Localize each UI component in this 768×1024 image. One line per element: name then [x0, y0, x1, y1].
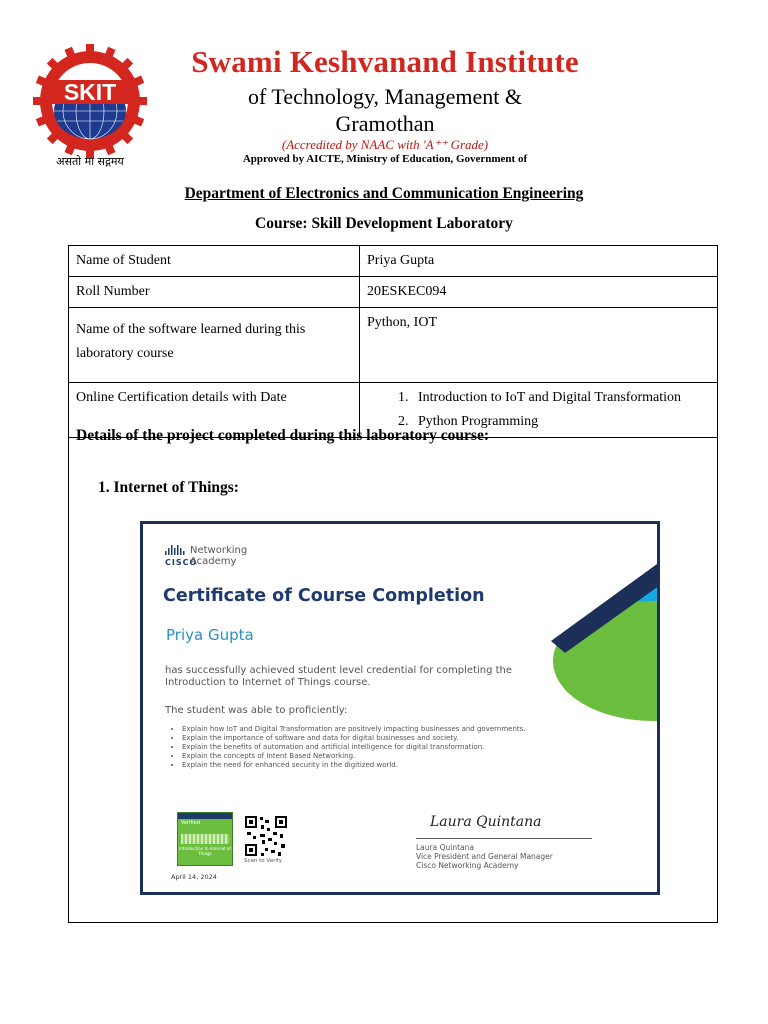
list-item: • Explain how IoT and Digital Transformation are positively impacting businesses and governments. — [182, 725, 602, 734]
org-line2: Academy — [190, 556, 237, 567]
table-row — [69, 277, 718, 308]
org-line1: Networking — [190, 545, 248, 556]
badge-verified: Verified — [181, 820, 200, 826]
institute-subtitle-line1: of Technology, Management & — [247, 84, 522, 109]
institute-name: Swami Keshvanand Institute — [191, 44, 579, 79]
course-title: Course: Skill Development Laboratory — [255, 215, 513, 232]
cisco-bars-icon — [165, 545, 187, 557]
list-item: • Explain the need for enhanced security in the digitized world. — [182, 761, 602, 770]
list-item: 2. Python Programming — [412, 410, 710, 434]
row-value: 20ESKEC094 — [360, 277, 718, 308]
signer-name: Laura Quintana — [416, 843, 474, 852]
accreditation-note: (Accredited by NAAC with 'A⁺⁺ Grade) — [281, 137, 489, 152]
department-title: Department of Electronics and Communication Engineering — [184, 185, 584, 202]
project-details-heading: Details of the project completed during this laboratory course: — [76, 427, 489, 444]
badge-course: Introduction to Internet of Things — [179, 846, 231, 856]
networking-academy-label — [190, 545, 247, 567]
row-label: Online Certification details with Date — [69, 383, 360, 438]
certificate-title: Certificate of Course Completion — [163, 586, 485, 606]
approval-note: Approved by AICTE, Ministry of Education, Government of — [242, 153, 528, 165]
row-label: Name of the software learned during this laboratory course — [69, 308, 360, 383]
table-row — [69, 246, 718, 277]
signer-title: Vice President and General Manager — [416, 852, 553, 861]
scan-label: Scan to Verify — [244, 858, 282, 864]
proficiency-intro: The student was able to proficiently: — [165, 705, 348, 716]
row-label: Name of Student — [69, 246, 360, 277]
qr-code-icon — [243, 814, 289, 858]
row-value: Priya Gupta — [360, 246, 718, 277]
recipient-name: Priya Gupta — [166, 626, 254, 644]
list-item: • Explain the benefits of automation and artificial intelligence for digital transformation. — [182, 743, 602, 752]
list-item: 1. Introduction to IoT and Digital Transformation — [412, 386, 710, 410]
certificate-image — [140, 521, 660, 895]
signature: Laura Quintana — [430, 814, 542, 830]
signature-line — [416, 838, 592, 839]
row-label: Roll Number — [69, 277, 360, 308]
cisco-wordmark: CISCO — [165, 558, 198, 567]
logo-motto: असतो मा सद्गमय — [56, 155, 124, 168]
achievement-text: has successfully achieved student level credential for completing the Introduction to Internet of Things course. — [165, 665, 513, 688]
skills-list — [170, 725, 602, 770]
signer-org: Cisco Networking Academy — [416, 861, 519, 870]
institute-subtitle-line2: Gramothan — [335, 111, 435, 136]
project-item-heading: 1. Internet of Things: — [98, 479, 239, 496]
logo-text: SKIT — [63, 79, 117, 105]
row-value: Python, IOT — [360, 308, 718, 383]
course-badge — [177, 812, 233, 866]
certificate-date: April 14, 2024 — [171, 873, 217, 881]
list-item: • Explain the importance of software and data for digital businesses and society. — [182, 734, 602, 743]
student-info-table — [68, 245, 718, 438]
list-item: • Explain the concepts of Intent Based Networking. — [182, 752, 602, 761]
table-row — [69, 308, 718, 383]
signer-block — [416, 843, 553, 870]
skit-logo — [30, 44, 150, 170]
